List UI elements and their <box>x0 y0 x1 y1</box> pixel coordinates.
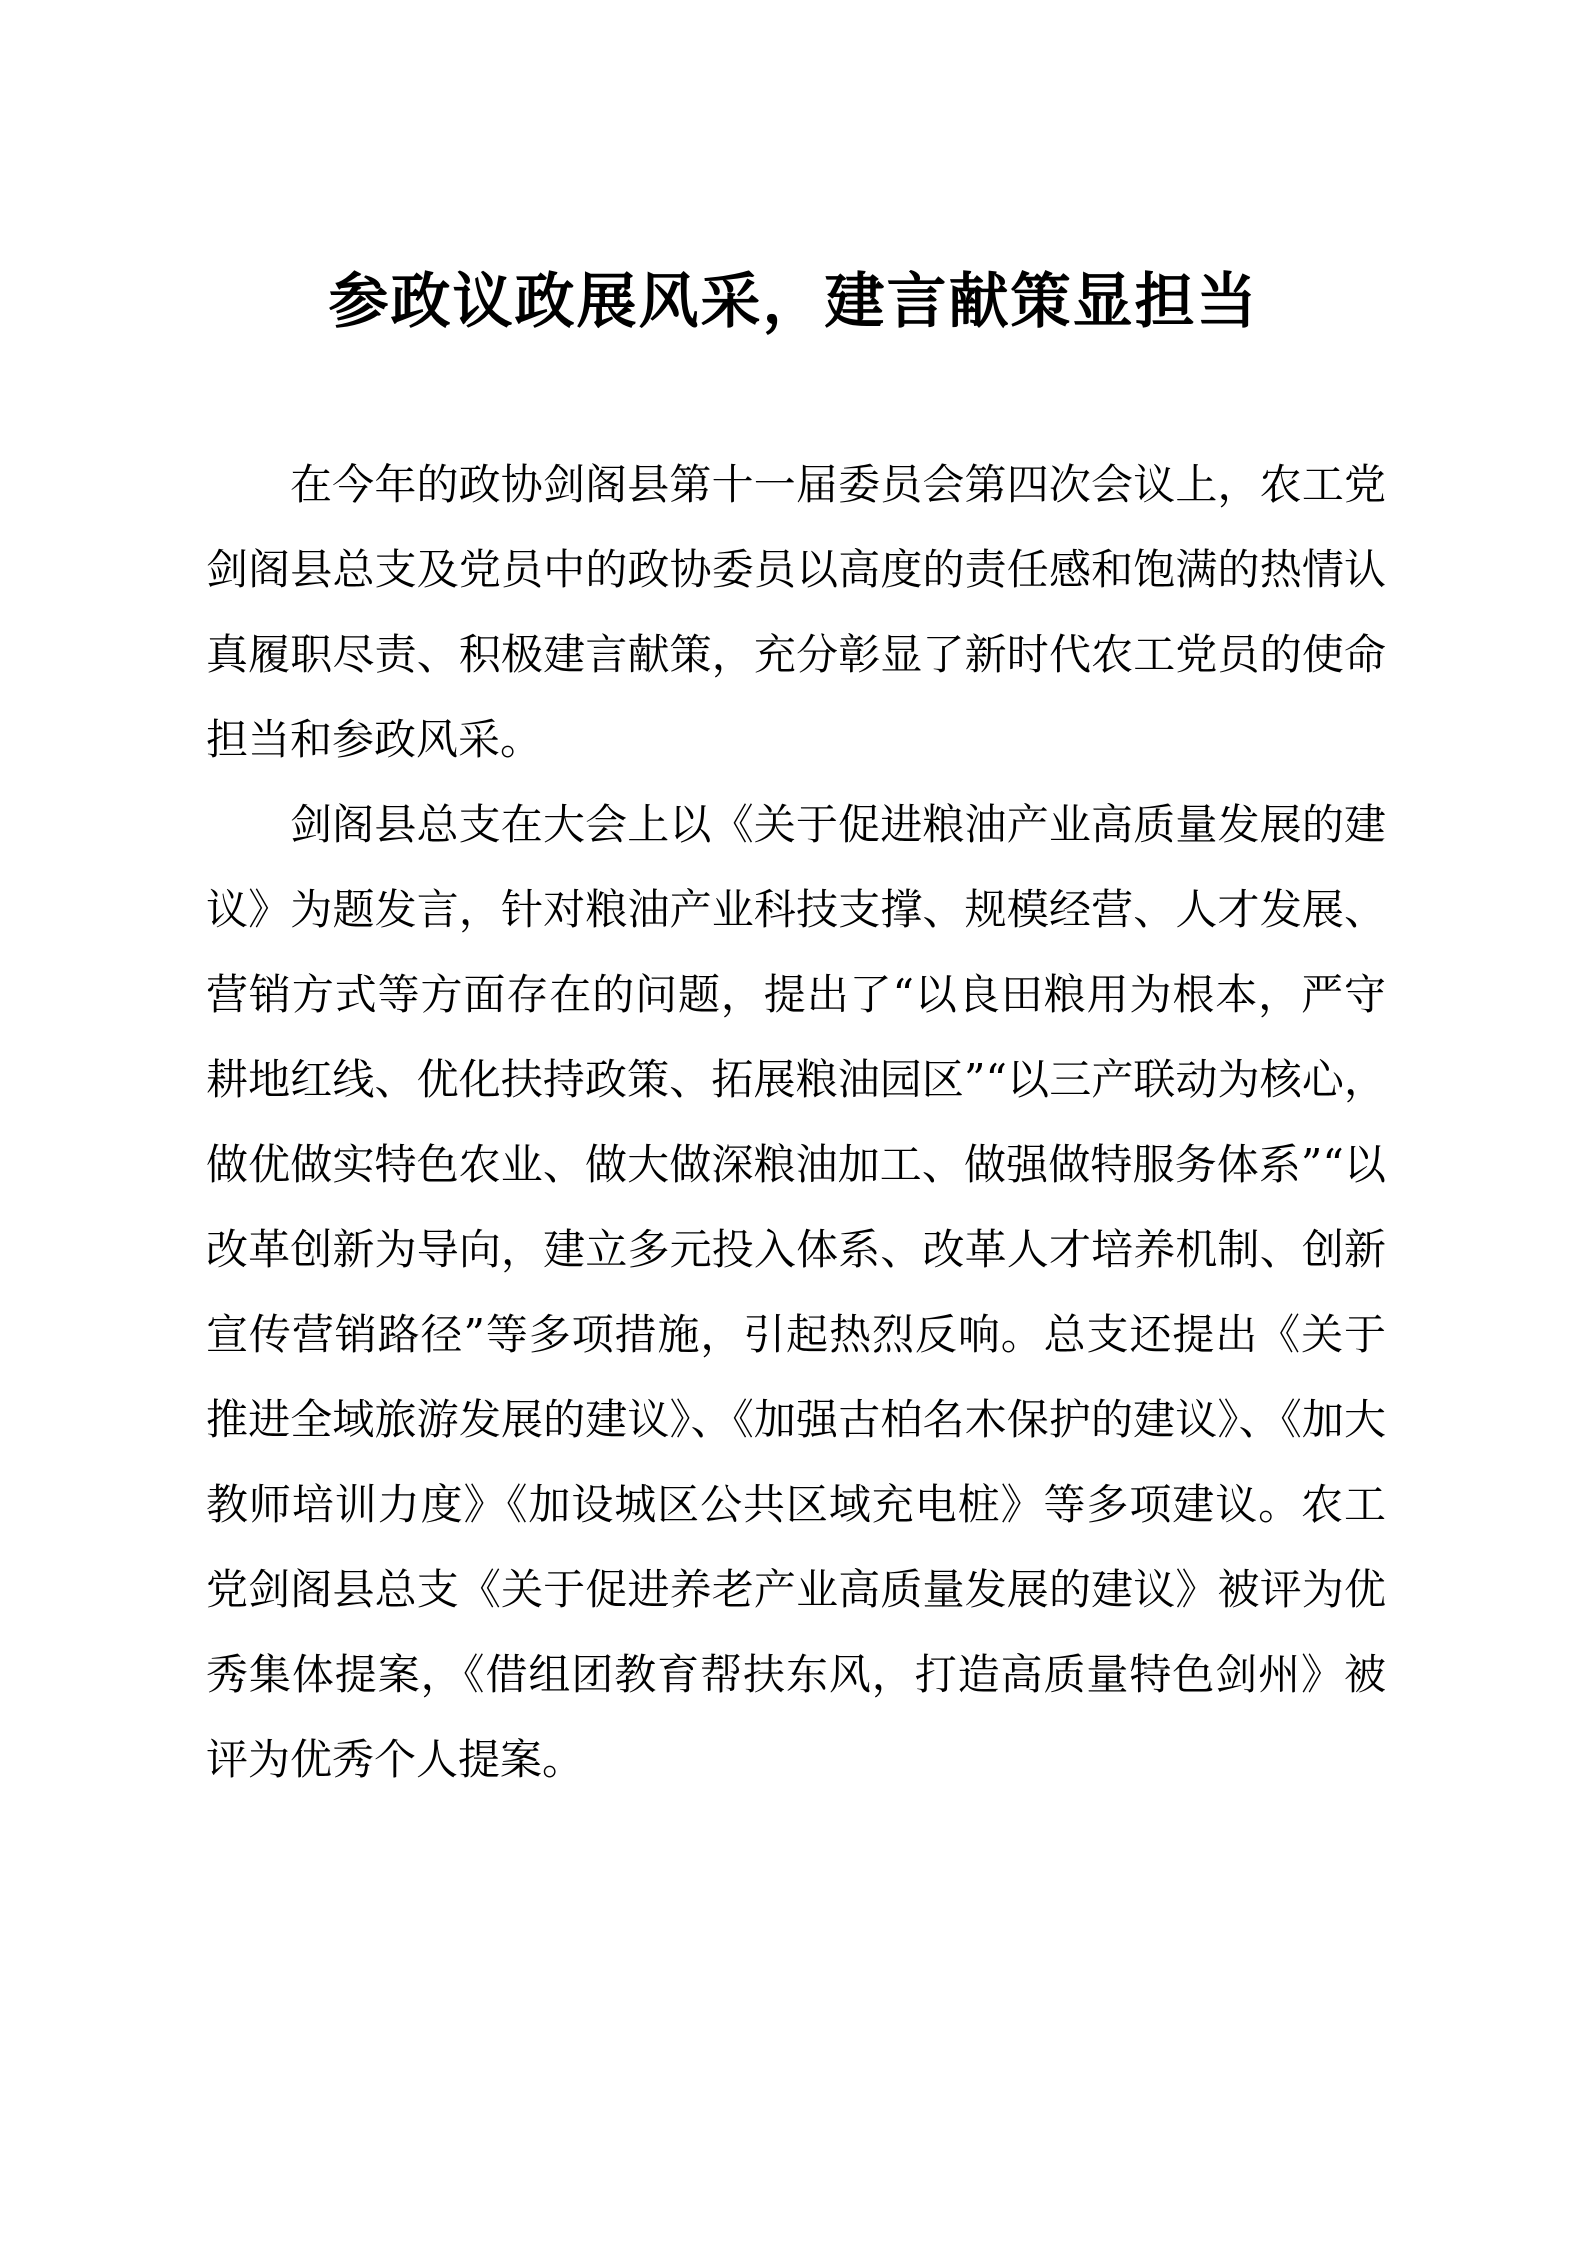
document-body <box>206 442 1386 1802</box>
document-title: 参政议政展风采，建言献策显担当 <box>328 267 1259 337</box>
paragraph-1: 在今年的政协剑阁县第十一届委员会第四次会议上，农工党剑阁县总支及党员中的政协委员以高度的责任感和饱满的热情认真履职尽责、积极建言献策，充分彰显了新时代农工党员的使命担当和参政风采。 <box>206 460 1386 764</box>
paragraph-2: 剑阁县总支在大会上以《关于促进粮油产业高质量发展的建议》为题发言，针对粮油产业科技支撑、规模经营、人才发展、营销方式等方面存在的问题，提出了“以良田粮用为根本，严守耕地红线、优化扶持政策、拓展粮油园区”“以三产联动为核心，做优做实特色农业、做大做深粮油加工、做强做特服务体系”“以改革创新为导向，建立多元投入体系、改革人才培养机制、创新宣传营销路径”等多项措施，引起热烈反响。总支还提出《关于推进全域旅游发展的建议》、《加强古柏名木保护的建议》、《加大教师培训力度》《加设城区公共区域充电桩》等多项建议。农工党剑阁县总支《关于促进养老产业高质量发展的建议》被评为优秀集体提案，《借组团教育帮扶东风，打造高质量特色剑州》被评为优秀个人提案。 <box>206 800 1386 1784</box>
